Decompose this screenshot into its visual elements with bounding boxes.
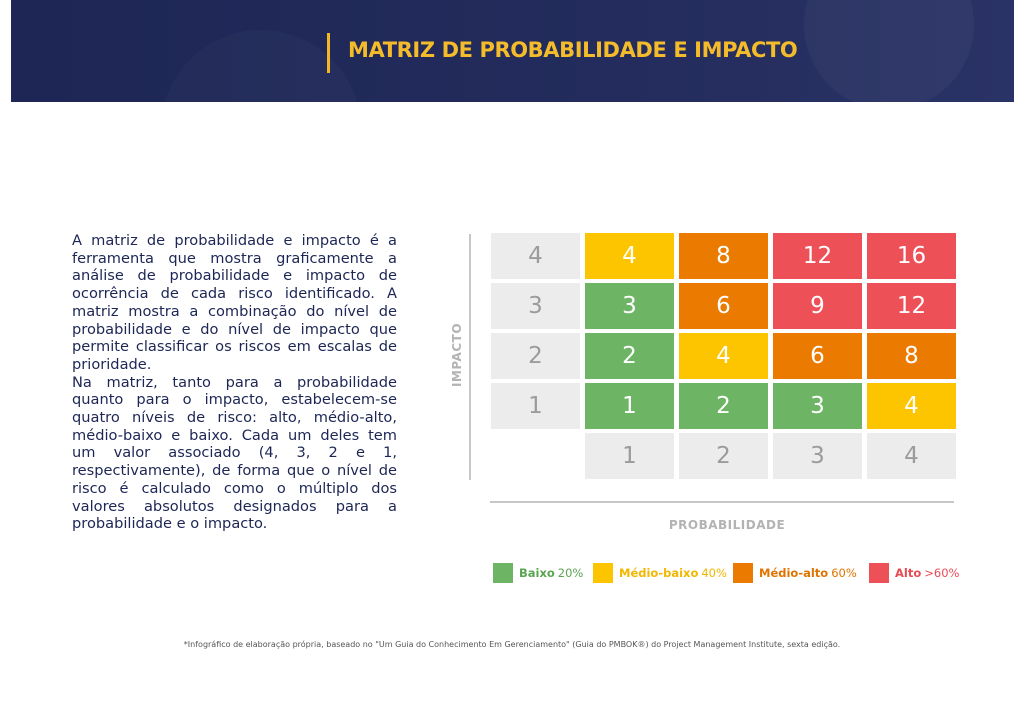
risk-cell: 8 bbox=[867, 333, 956, 379]
impact-level-cell: 3 bbox=[491, 283, 580, 329]
risk-cell: 6 bbox=[679, 283, 768, 329]
risk-cell: 2 bbox=[679, 383, 768, 429]
legend-label: Baixo bbox=[519, 566, 555, 580]
impact-axis-label: IMPACTO bbox=[450, 322, 464, 388]
probability-axis-line bbox=[490, 501, 954, 503]
impact-level-cell: 1 bbox=[491, 383, 580, 429]
description-paragraph-2: Na matriz, tanto para a probabilidade quanto para o impacto, estabelecem-se quatro níveis de risco: alto, médio-alto, médio-baixo e baixo. Cada um deles tem um valor associado (4, 3, 2 e 1, respectivamente), de forma que o nível de risco é calculado como o múltiplo dos valores absolutos designados para a probabilidade e o impacto. bbox=[72, 373, 397, 533]
risk-cell: 12 bbox=[867, 283, 956, 329]
legend-swatch bbox=[869, 563, 889, 583]
impact-level-cell: 4 bbox=[491, 233, 580, 279]
header-decoration-circle bbox=[161, 30, 361, 102]
probability-axis-label: PROBABILIDADE bbox=[668, 518, 786, 532]
risk-cell: 16 bbox=[867, 233, 956, 279]
legend-percentage: 20% bbox=[557, 566, 584, 580]
probability-level-cell: 3 bbox=[773, 433, 862, 479]
legend-swatch bbox=[493, 563, 513, 583]
description-paragraph-1: A matriz de probabilidade e impacto é a ferramenta que mostra graficamente a análise de probabilidade e impacto de ocorrência de cada risco identificado. A matriz mostra a combinação do nível de probabilidade e do nível de impacto que permite classificar os riscos em escalas de prioridade. bbox=[72, 232, 397, 373]
header-decoration-circle bbox=[804, 0, 974, 102]
legend-item-medio-alto bbox=[733, 562, 857, 584]
header-banner bbox=[11, 0, 1014, 102]
risk-matrix bbox=[491, 233, 955, 479]
risk-cell: 3 bbox=[773, 383, 862, 429]
probability-level-cell: 1 bbox=[585, 433, 674, 479]
risk-cell: 9 bbox=[773, 283, 862, 329]
legend-item-medio-baixo bbox=[593, 562, 727, 584]
legend-percentage: 60% bbox=[831, 566, 857, 580]
legend-item-baixo bbox=[493, 562, 583, 584]
legend-swatch bbox=[733, 563, 753, 583]
probability-level-cell: 4 bbox=[867, 433, 956, 479]
footnote: *Infográfico de elaboração própria, baseado no "Um Guia do Conhecimento Em Gerenciamento" (Guia do PMBOK®) do Project Management Institute, sexta edição. bbox=[183, 640, 841, 649]
risk-cell: 12 bbox=[773, 233, 862, 279]
risk-cell: 4 bbox=[585, 233, 674, 279]
legend-percentage: >60% bbox=[924, 566, 960, 580]
risk-cell: 3 bbox=[585, 283, 674, 329]
risk-cell: 8 bbox=[679, 233, 768, 279]
legend-label: Médio-baixo bbox=[619, 566, 699, 580]
risk-cell: 6 bbox=[773, 333, 862, 379]
probability-level-cell: 2 bbox=[679, 433, 768, 479]
legend-item-alto bbox=[869, 562, 959, 584]
legend-label: Alto bbox=[895, 566, 922, 580]
title-accent-bar bbox=[327, 33, 330, 73]
risk-cell: 4 bbox=[679, 333, 768, 379]
legend-percentage: 40% bbox=[701, 566, 727, 580]
page-title: MATRIZ DE PROBABILIDADE E IMPACTO bbox=[348, 38, 798, 62]
impact-level-cell: 2 bbox=[491, 333, 580, 379]
risk-cell: 4 bbox=[867, 383, 956, 429]
legend-label: Médio-alto bbox=[759, 566, 829, 580]
risk-cell: 1 bbox=[585, 383, 674, 429]
legend-swatch bbox=[593, 563, 613, 583]
description-text bbox=[72, 232, 397, 533]
impact-axis-line bbox=[469, 234, 471, 480]
risk-cell: 2 bbox=[585, 333, 674, 379]
